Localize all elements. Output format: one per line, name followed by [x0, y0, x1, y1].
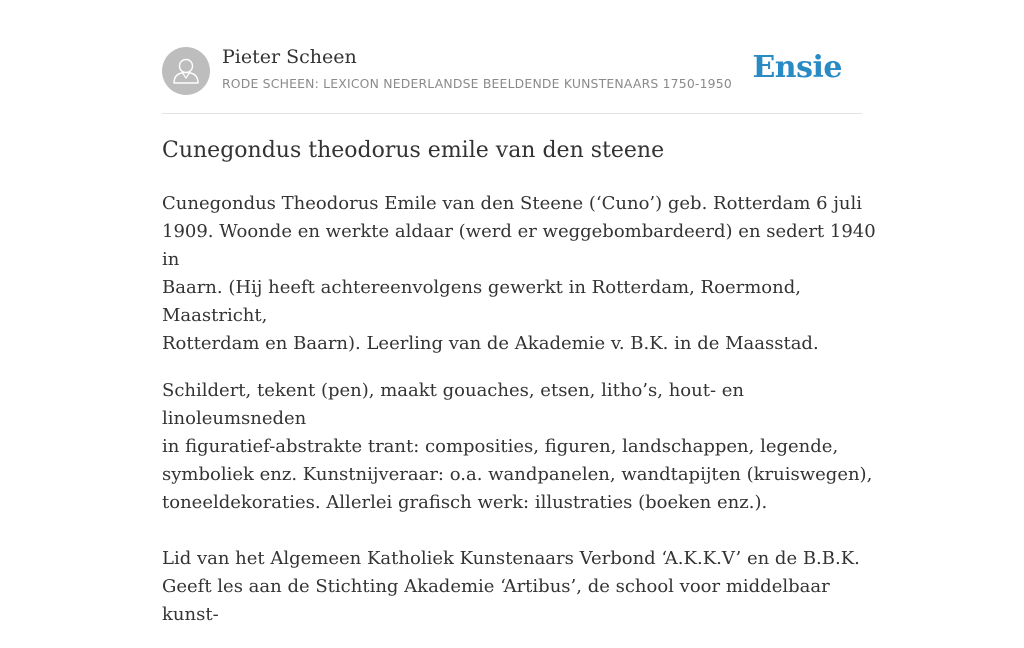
paragraph-line: in figuratief-abstrakte trant: composities, figuren, landschappen, legende,	[162, 436, 839, 457]
paragraph-line: 1909. Woonde en werkte aldaar (werd er weggebombardeerd) en sedert 1940 in	[162, 221, 876, 270]
user-silhouette-icon	[162, 47, 210, 95]
header-divider	[162, 113, 862, 114]
paragraph-line: symboliek enz. Kunstnijveraar: o.a. wandpanelen, wandtapijten (kruiswegen),	[162, 464, 873, 485]
article-body	[162, 190, 882, 648]
paragraph-line: Geeft les aan de Stichting Akademie ‘Artibus’, de school voor middelbaar kunst-	[162, 576, 830, 625]
paragraph-line: Lid van het Algemeen Katholiek Kunstenaars Verbond ‘A.K.K.V’ en de B.B.K.	[162, 548, 860, 569]
article-title: Cunegondus theodorus emile van den steene	[162, 138, 665, 163]
paragraph-3	[162, 545, 882, 629]
paragraph-line: toneeldekoraties. Allerlei grafisch werk: illustraties (boeken enz.).	[162, 492, 768, 513]
paragraph-line: Rotterdam en Baarn). Leerling van de Akademie v. B.K. in de Maasstad.	[162, 333, 819, 354]
paragraph-line: Baarn. (Hij heeft achtereenvolgens gewerkt in Rotterdam, Roermond, Maastricht,	[162, 277, 801, 326]
author-avatar[interactable]	[162, 47, 210, 95]
paragraph-1	[162, 190, 882, 358]
paragraph-line: Cunegondus Theodorus Emile van den Steene (‘Cuno’) geb. Rotterdam 6 juli	[162, 193, 863, 214]
ensie-logo-link[interactable]: Ensie	[752, 50, 842, 85]
header	[162, 46, 862, 96]
source-title[interactable]: RODE SCHEEN: LEXICON NEDERLANDSE BEELDENDE KUNSTENAARS 1750-1950	[222, 76, 732, 91]
author-name-link[interactable]: Pieter Scheen	[222, 46, 357, 68]
paragraph-2	[162, 377, 882, 517]
paragraph-line: Schildert, tekent (pen), maakt gouaches, etsen, litho’s, hout- en linoleumsneden	[162, 380, 745, 429]
